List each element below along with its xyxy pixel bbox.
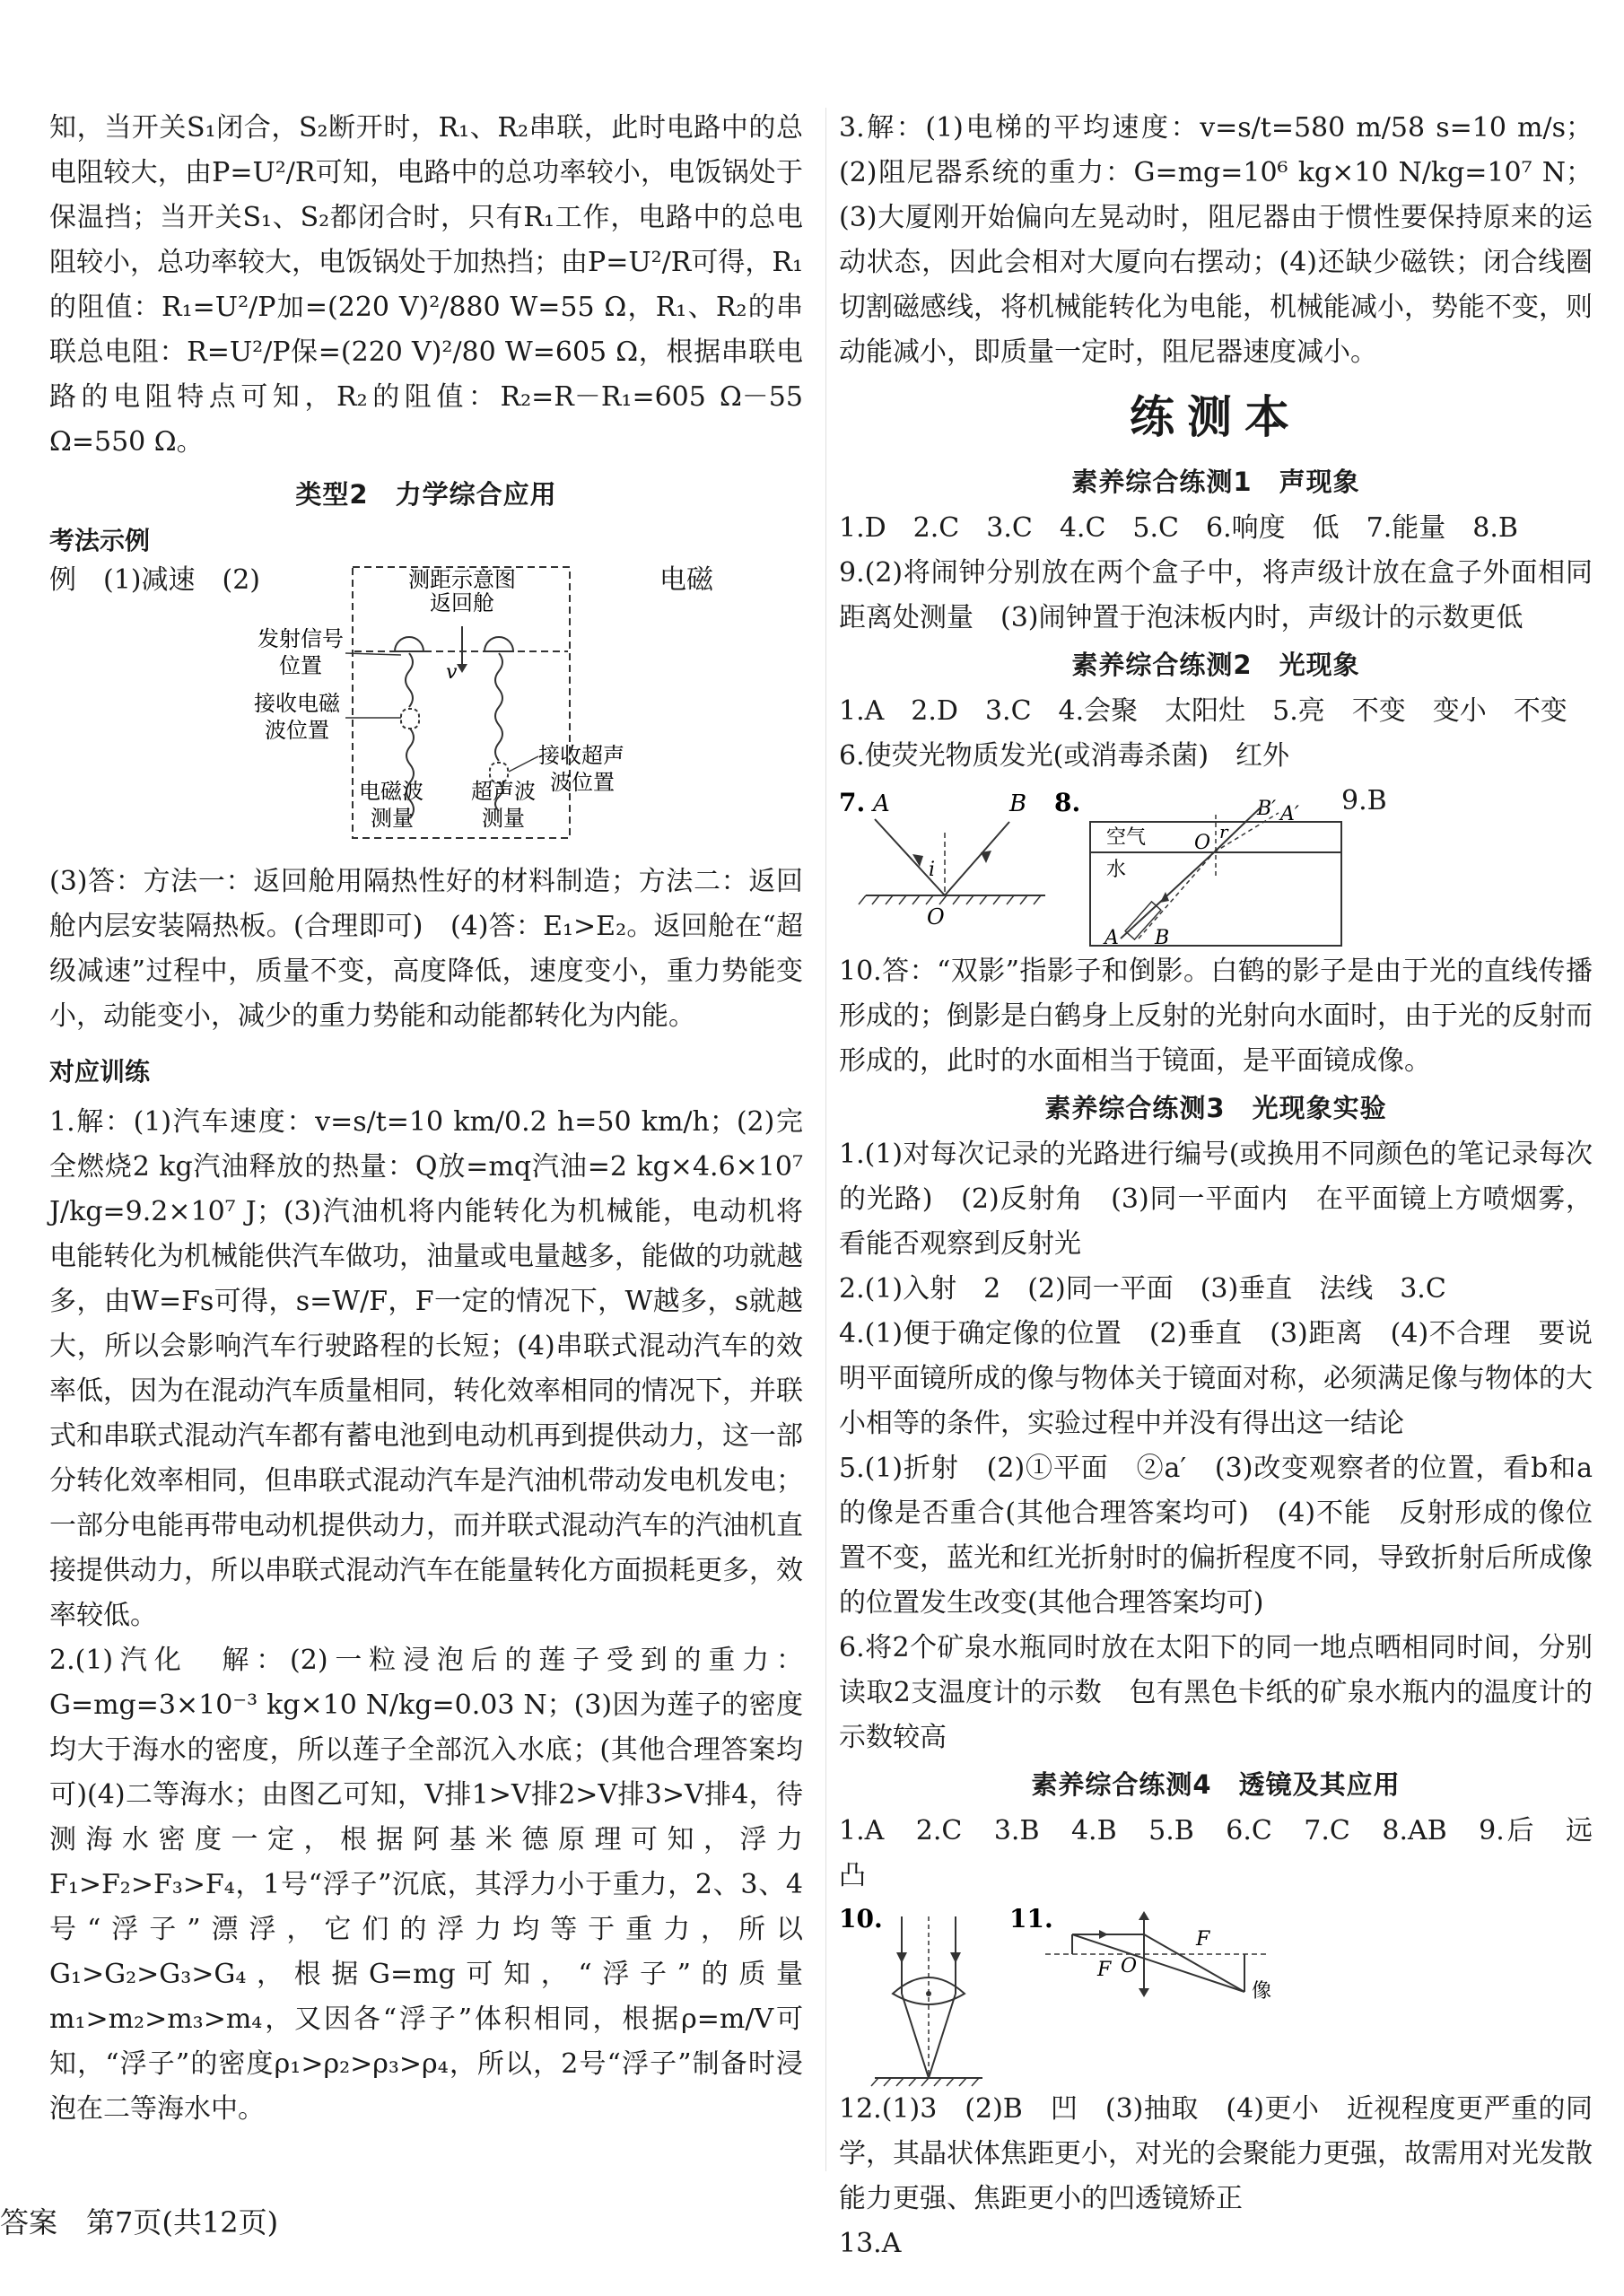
fig8-number: 8. bbox=[1054, 788, 1081, 817]
left-column bbox=[49, 106, 803, 2132]
fig8-water: 水 bbox=[1106, 859, 1127, 881]
right-column bbox=[839, 106, 1620, 2266]
s4-answers-c: 13.A bbox=[839, 2228, 902, 2259]
question-3: 3.解：(1)电梯的平均速度：v=s/t=580 m/58 s=10 m/s；(2)阻尼器系统的重力：G=mg=10⁶ kg×10 N/kg=10⁷ N；(3)大厦刚开始偏向左晃动时，阻尼器由于惯性要保持原来的运动状态，因此会相对大厦向右摆动；(4)还缺少磁铁；闭合线圈切割磁感线，将机械能转化为电能，机械能减小，势能不变，则动能减小，即质量一定时，阻尼器速度减小。 bbox=[839, 112, 1593, 368]
fig7-label-A: A bbox=[873, 790, 890, 817]
s1-answers-a: 1.D 2.C 3.C 4.C 5.C 6.响度 低 7.能量 8.B bbox=[839, 512, 1518, 544]
example-tail: 电磁 bbox=[659, 564, 713, 596]
fig7-number: 7. bbox=[839, 788, 866, 817]
s3-answers-b: 2.(1)入射 2 (2)同一平面 (3)垂直 法线 3.C bbox=[839, 1273, 1446, 1305]
s3-answers-a: 1.(1)对每次记录的光路进行编号(或换用不同颜色的笔记录每次的光路) (2)反射角 (3)同一平面内 在平面镜上方喷烟雾，看能否观察到反射光 bbox=[839, 1139, 1593, 1260]
fig8-label-O: O bbox=[1194, 832, 1211, 854]
section-title-2: 素养综合练测2 光现象 bbox=[1071, 650, 1360, 680]
fig8-label-Bprime: B′ bbox=[1257, 798, 1277, 820]
label-recv-us-1: 接收超声 bbox=[538, 743, 624, 768]
fig11-label-F2: F bbox=[1097, 1959, 1112, 1981]
label-us-2: 测量 bbox=[482, 806, 525, 831]
label-us-1: 超声波 bbox=[471, 779, 536, 804]
label-em-1: 电磁波 bbox=[359, 779, 423, 804]
s1-answers-b: 9.(2)将闹钟分别放在两个盒子中，将声级计放在盒子外面相同距离处测量 (3)闹钟置于泡沫板内时，声级计的示数更低 bbox=[839, 557, 1593, 633]
s2-answers-b: 6.使荧光物质发光(或消毒杀菌) 红外 bbox=[839, 740, 1290, 772]
label-emit-1: 发射信号 bbox=[258, 626, 344, 651]
label-em-2: 测量 bbox=[371, 806, 414, 831]
fig11-label-O: O bbox=[1121, 1955, 1138, 1977]
figure-11-lens bbox=[1009, 1899, 1297, 2087]
s3-answers-c: 4.(1)便于确定像的位置 (2)垂直 (3)距离 (4)不合理 要说明平面镜所成的像与物体关于镜面对称，必须满足像与物体的大小相等的条件，实验过程中并没有得出这一结论 bbox=[839, 1318, 1593, 1439]
fig8-label-A: A bbox=[1104, 927, 1119, 949]
figure-10-lens bbox=[839, 1899, 1018, 2087]
label-recv-us-2: 波位置 bbox=[550, 770, 615, 795]
fig11-label-image: 像 bbox=[1252, 1980, 1272, 2003]
label-recv-em-2: 波位置 bbox=[265, 718, 329, 743]
diagram-title: 测距示意图 bbox=[408, 567, 516, 592]
example-line: 例 (1)减速 (2) bbox=[49, 564, 260, 596]
big-title: 练测本 bbox=[1130, 391, 1302, 443]
s4-answers-b: 12.(1)3 (2)B 凹 (3)抽取 (4)更小 近视程度更严重的同学，其晶状体焦距更小，对光的会聚能力更强，故需用对光发散能力更强、焦距更小的凹透镜矫正 bbox=[839, 2093, 1593, 2214]
paragraph-example-answer: (3)答：方法一：返回舱用隔热性好的材料制造；方法二：返回舱内层安装隔热板。(合理即可) (4)答：E₁>E₂。返回舱在“超级减速”过程中，质量不变，高度降低，速度变小，重力势能变小，动能变小，减少的重力势能和动能都转化为内能。 bbox=[49, 866, 803, 1032]
column-divider bbox=[825, 108, 826, 2171]
exam-example-label: 考法示例 bbox=[49, 526, 151, 555]
label-emit-2: 位置 bbox=[279, 653, 322, 678]
question-2: 2.(1)汽化 解：(2)一粒浸泡后的莲子受到的重力：G=mg=3×10⁻³ kg×10 N/kg=0.03 N；(3)因为莲子的密度均大于海水的密度，所以莲子全部沉入水底；(其他合理答案均可)(4)二等海水；由图乙可知，V排1>V排2>V排3>V排4，待测海水密度一定，根据阿基米德原理可知，浮力F₁>F₂>F₃>F₄，1号“浮子”沉底，其浮力小于重力，2、3、4号“浮子”漂浮，它们的浮力均等于重力，所以G₁>G₂>G₃>G₄，根据G=mg可知，“浮子”的质量m₁>m₂>m₃>m₄，又因各“浮子”体积相同，根据ρ=m/V可知，“浮子”的密度ρ₁>ρ₂>ρ₃>ρ₄，所以，2号“浮子”制备时浸泡在二等海水中。 bbox=[49, 1645, 803, 2125]
fig7-label-i: i bbox=[929, 859, 936, 881]
example-figure bbox=[49, 563, 803, 860]
fig8-label-r: r bbox=[1219, 821, 1228, 842]
section-title-3: 素养综合练测3 光现象实验 bbox=[1044, 1093, 1387, 1123]
s3-answers-d: 5.(1)折射 (2)①平面 ②a′ (3)改变观察者的位置，看b和a的像是否重合(其他合理答案均可) (4)不能 反射形成的像位置不变，蓝光和红光折射时的偏折程度不同，导致折射后所成像的位置发生改变(其他合理答案均可) bbox=[839, 1453, 1593, 1619]
figures-7-8-9 bbox=[839, 779, 1593, 949]
distance-diagram bbox=[49, 563, 677, 860]
s2-answers-a: 1.A 2.D 3.C 4.会聚 太阳灶 5.亮 不变 变小 不变 bbox=[839, 695, 1567, 727]
fig10-number: 10. bbox=[839, 1904, 883, 1934]
fig8-label-Aprime: A′ bbox=[1280, 803, 1299, 825]
paragraph-rice-cooker: 知，当开关S₁闭合，S₂断开时，R₁、R₂串联，此时电路中的总电阻较大，由P=U²/R可知，电路中的总功率较小，电饭锅处于保温挡；当开关S₁、S₂都闭合时，只有R₁工作，电路中的总电阻较小，总功率较大，电饭锅处于加热挡；由P=U²/R可得，R₁的阻值：R₁=U²/P加=(220 V)²/880 W=55 Ω，R₁、R₂的串联总电阻：R=U²/P保=(220 V)²/80 W=605 Ω，根据串联电路的电阻特点可知，R₂的阻值：R₂=R－R₁=605 Ω－55 Ω=550 Ω。 bbox=[49, 112, 803, 458]
fig11-label-F1: F bbox=[1196, 1928, 1210, 1951]
diagram-velocity: v bbox=[446, 661, 458, 684]
fig7-label-O: O bbox=[927, 904, 945, 930]
s4-answers-a: 1.A 2.C 3.B 4.B 5.B 6.C 7.C 8.AB 9.后 远 凸 bbox=[839, 1815, 1620, 1891]
question-9: 9.B bbox=[1341, 785, 1387, 816]
diagram-capsule: 返回舱 bbox=[430, 590, 494, 615]
s2-answers-c: 10.答：“双影”指影子和倒影。白鹤的影子是由于光的直线传播形成的；倒影是白鹤身上反射的光射向水面时，由于光的反射而形成的，此时的水面相当于镜面，是平面镜成像。 bbox=[839, 956, 1593, 1077]
s3-answers-e: 6.将2个矿泉水瓶同时放在太阳下的同一地点晒相同时间，分别读取2支温度计的示数 包有黑色卡纸的矿泉水瓶内的温度计的示数较高 bbox=[839, 1632, 1593, 1753]
figure-7-reflection bbox=[839, 779, 1072, 949]
training-label: 对应训练 bbox=[49, 1057, 151, 1087]
fig8-label-B: B bbox=[1155, 927, 1170, 949]
section-title-type2: 类型2 力学综合应用 bbox=[295, 479, 557, 510]
fig11-number: 11. bbox=[1009, 1904, 1053, 1934]
label-recv-em-1: 接收电磁 bbox=[254, 691, 340, 716]
section-title-1: 素养综合练测1 声现象 bbox=[1071, 467, 1360, 497]
figures-10-11 bbox=[839, 1899, 1593, 2087]
section-title-4: 素养综合练测4 透镜及其应用 bbox=[1031, 1769, 1401, 1800]
page-footer: 答案 第7页(共12页) bbox=[0, 2205, 279, 2239]
figure-8-refraction bbox=[1054, 779, 1359, 949]
fig8-air: 空气 bbox=[1106, 826, 1147, 849]
question-1: 1.解：(1)汽车速度：v=s/t=10 km/0.2 h=50 km/h；(2)完全燃烧2 kg汽油释放的热量：Q放=mq汽油=2 kg×4.6×10⁷ J/kg=9.2×10⁷ J；(3)汽油机将内能转化为机械能，电动机将电能转化为机械能供汽车做功，油量或电量越多，能做的功就越多，由W=Fs可得，s=W/F，F一定的情况下，W越多，s就越大，所以会影响汽车行驶路程的长短；(4)串联式混动汽车的效率低，因为在混动汽车质量相同，转化效率相同的情况下，并联式和串联式混动汽车都有蓄电池到电动机再到提供动力，这一部分转化效率相同，但串联式混动汽车是汽油机带动发电机发电；一部分电能再带电动机提供动力，而并联式混动汽车的汽油机直接提供动力，所以串联式混动汽车在能量转化方面损耗更多，效率较低。 bbox=[49, 1106, 803, 1631]
fig7-label-B: B bbox=[1009, 790, 1027, 817]
